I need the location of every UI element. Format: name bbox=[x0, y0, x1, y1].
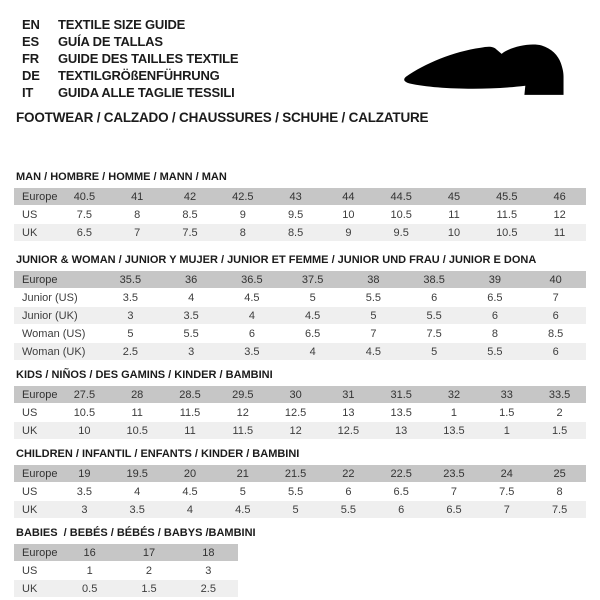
size-value: 20 bbox=[164, 465, 217, 483]
table-row-uk bbox=[14, 580, 238, 598]
size-value: 41 bbox=[111, 188, 164, 206]
size-value: 1 bbox=[480, 422, 533, 440]
size-value: 3.5 bbox=[100, 289, 161, 307]
row-label: Europe bbox=[14, 465, 58, 483]
table-row-uk bbox=[14, 422, 586, 440]
row-label: Junior (UK) bbox=[14, 307, 100, 325]
size-value: 4.5 bbox=[216, 501, 269, 519]
size-value: 5 bbox=[100, 325, 161, 343]
table-row-uk bbox=[14, 501, 586, 519]
size-table-section-kids bbox=[14, 369, 586, 440]
size-value: 8 bbox=[216, 224, 269, 242]
row-label: US bbox=[14, 206, 58, 224]
size-value: 5 bbox=[282, 289, 343, 307]
size-value: 4 bbox=[222, 307, 283, 325]
size-value: 5.5 bbox=[269, 483, 322, 501]
size-value: 1.5 bbox=[533, 422, 586, 440]
table-row-us bbox=[14, 206, 586, 224]
size-value: 10.5 bbox=[111, 422, 164, 440]
size-value: 4.5 bbox=[282, 307, 343, 325]
size-value: 6.5 bbox=[428, 501, 481, 519]
size-value: 44 bbox=[322, 188, 375, 206]
size-value: 6 bbox=[465, 307, 526, 325]
size-value: 4 bbox=[164, 501, 217, 519]
size-value: 9.5 bbox=[375, 224, 428, 242]
size-value: 30 bbox=[269, 386, 322, 404]
size-value: 19.5 bbox=[111, 465, 164, 483]
size-value: 7.5 bbox=[58, 206, 111, 224]
size-value: 16 bbox=[60, 544, 119, 562]
size-value: 12 bbox=[216, 404, 269, 422]
table-row-us bbox=[14, 404, 586, 422]
table-row-uk bbox=[14, 224, 586, 242]
size-value: 18 bbox=[179, 544, 238, 562]
size-value: 6.5 bbox=[58, 224, 111, 242]
size-value: 7.5 bbox=[404, 325, 465, 343]
size-table-section-babies bbox=[14, 527, 256, 598]
size-value: 12 bbox=[533, 206, 586, 224]
size-value: 3.5 bbox=[58, 483, 111, 501]
size-value: 7.5 bbox=[533, 501, 586, 519]
size-value: 10 bbox=[428, 224, 481, 242]
size-value: 5.5 bbox=[161, 325, 222, 343]
section-title-man: MAN / HOMBRE / HOMME / MANN / MAN bbox=[16, 171, 227, 183]
language-code: ES bbox=[22, 34, 39, 49]
section-title-children: CHILDREN / INFANTIL / ENFANTS / KINDER / BAMBINI bbox=[16, 448, 300, 460]
table-row-europe bbox=[14, 465, 586, 483]
size-value: 5.5 bbox=[404, 307, 465, 325]
row-label: UK bbox=[14, 501, 58, 519]
size-value: 7 bbox=[480, 501, 533, 519]
section-title-babies: BABIES / BEBÉS / BÉBÉS / BABYS /BAMBINI bbox=[16, 527, 256, 539]
size-table-man bbox=[14, 188, 586, 242]
size-value: 45.5 bbox=[480, 188, 533, 206]
table-row-woman-uk bbox=[14, 343, 586, 361]
size-value: 6 bbox=[404, 289, 465, 307]
table-row-woman-us bbox=[14, 325, 586, 343]
size-value: 11 bbox=[533, 224, 586, 242]
size-value: 5.5 bbox=[343, 289, 404, 307]
size-value: 7 bbox=[525, 289, 586, 307]
language-title-block bbox=[0, 16, 238, 101]
size-value: 2.5 bbox=[179, 580, 238, 598]
size-value: 1 bbox=[428, 404, 481, 422]
size-value: 11 bbox=[111, 404, 164, 422]
category-heading: FOOTWEAR / CALZADO / CHAUSSURES / SCHUHE / CALZATURE bbox=[16, 110, 429, 125]
size-value: 4.5 bbox=[343, 343, 404, 361]
size-value: 6 bbox=[525, 307, 586, 325]
size-value: 6 bbox=[525, 343, 586, 361]
row-label: Europe bbox=[14, 386, 58, 404]
size-value: 29.5 bbox=[216, 386, 269, 404]
size-value: 19 bbox=[58, 465, 111, 483]
size-value: 8 bbox=[533, 483, 586, 501]
size-value: 9 bbox=[216, 206, 269, 224]
size-value: 21 bbox=[216, 465, 269, 483]
size-value: 5 bbox=[404, 343, 465, 361]
size-value: 7.5 bbox=[480, 483, 533, 501]
section-title-kids: KIDS / NIÑOS / DES GAMINS / KINDER / BAMBINI bbox=[16, 369, 273, 381]
size-value: 17 bbox=[119, 544, 178, 562]
size-value: 44.5 bbox=[375, 188, 428, 206]
size-value: 12.5 bbox=[269, 404, 322, 422]
guide-title: TEXTILGRÖßENFÜHRUNG bbox=[58, 68, 220, 83]
size-value: 32 bbox=[428, 386, 481, 404]
size-value: 3 bbox=[161, 343, 222, 361]
guide-title: GUIDA ALLE TAGLIE TESSILI bbox=[58, 85, 235, 100]
size-value: 27.5 bbox=[58, 386, 111, 404]
size-value: 4.5 bbox=[164, 483, 217, 501]
guide-title: GUÍA DE TALLAS bbox=[58, 34, 163, 49]
size-value: 7 bbox=[111, 224, 164, 242]
size-value: 33.5 bbox=[533, 386, 586, 404]
table-row-europe bbox=[14, 271, 586, 289]
size-value: 37.5 bbox=[282, 271, 343, 289]
size-value: 36.5 bbox=[222, 271, 283, 289]
size-table-children bbox=[14, 465, 586, 519]
size-table-section-children bbox=[14, 448, 586, 519]
language-code: DE bbox=[22, 68, 40, 83]
size-table-junior-woman bbox=[14, 271, 586, 361]
size-value: 10 bbox=[58, 422, 111, 440]
guide-title: GUIDE DES TAILLES TEXTILE bbox=[58, 51, 239, 66]
language-code: EN bbox=[22, 17, 40, 32]
size-value: 5 bbox=[269, 501, 322, 519]
size-value: 11.5 bbox=[216, 422, 269, 440]
size-value: 35.5 bbox=[100, 271, 161, 289]
size-value: 7 bbox=[428, 483, 481, 501]
size-value: 39 bbox=[465, 271, 526, 289]
size-value: 8.5 bbox=[525, 325, 586, 343]
table-row-junior-uk bbox=[14, 307, 586, 325]
table-row-us bbox=[14, 562, 238, 580]
size-value: 8 bbox=[465, 325, 526, 343]
size-value: 38.5 bbox=[404, 271, 465, 289]
size-value: 13.5 bbox=[428, 422, 481, 440]
size-value: 5.5 bbox=[465, 343, 526, 361]
size-value: 10.5 bbox=[58, 404, 111, 422]
size-table-kids bbox=[14, 386, 586, 440]
size-value: 12.5 bbox=[322, 422, 375, 440]
table-row-junior-us bbox=[14, 289, 586, 307]
size-value: 42 bbox=[164, 188, 217, 206]
size-value: 1 bbox=[60, 562, 119, 580]
language-code: FR bbox=[22, 51, 39, 66]
size-value: 0.5 bbox=[60, 580, 119, 598]
size-value: 9 bbox=[322, 224, 375, 242]
size-value: 22.5 bbox=[375, 465, 428, 483]
size-value: 5.5 bbox=[322, 501, 375, 519]
row-label: Woman (US) bbox=[14, 325, 100, 343]
size-value: 38 bbox=[343, 271, 404, 289]
size-value: 42.5 bbox=[216, 188, 269, 206]
size-value: 36 bbox=[161, 271, 222, 289]
row-label: Europe bbox=[14, 271, 100, 289]
size-value: 43 bbox=[269, 188, 322, 206]
language-code: IT bbox=[22, 85, 34, 100]
size-table-section-man bbox=[14, 171, 586, 242]
row-label: US bbox=[14, 483, 58, 501]
table-row-europe bbox=[14, 188, 586, 206]
row-label: Woman (UK) bbox=[14, 343, 100, 361]
table-row-us bbox=[14, 483, 586, 501]
size-value: 2 bbox=[119, 562, 178, 580]
row-label: UK bbox=[14, 224, 58, 242]
size-value: 8 bbox=[111, 206, 164, 224]
size-value: 4 bbox=[161, 289, 222, 307]
guide-title: TEXTILE SIZE GUIDE bbox=[58, 17, 186, 32]
shoe-icon bbox=[397, 28, 579, 104]
language-row-it bbox=[0, 84, 238, 101]
language-row-en bbox=[0, 16, 238, 33]
size-value: 46 bbox=[533, 188, 586, 206]
size-value: 6 bbox=[222, 325, 283, 343]
size-value: 45 bbox=[428, 188, 481, 206]
size-value: 7 bbox=[343, 325, 404, 343]
row-label: Europe bbox=[14, 544, 60, 562]
size-value: 6.5 bbox=[465, 289, 526, 307]
size-value: 11.5 bbox=[480, 206, 533, 224]
row-label: Junior (US) bbox=[14, 289, 100, 307]
size-value: 10.5 bbox=[375, 206, 428, 224]
size-value: 3.5 bbox=[111, 501, 164, 519]
table-row-europe bbox=[14, 544, 238, 562]
size-value: 3.5 bbox=[222, 343, 283, 361]
size-value: 4 bbox=[111, 483, 164, 501]
size-value: 3.5 bbox=[161, 307, 222, 325]
size-value: 22 bbox=[322, 465, 375, 483]
size-value: 3 bbox=[58, 501, 111, 519]
size-table-babies bbox=[14, 544, 238, 598]
size-value: 28 bbox=[111, 386, 164, 404]
size-value: 6.5 bbox=[282, 325, 343, 343]
size-value: 10.5 bbox=[480, 224, 533, 242]
size-value: 5 bbox=[343, 307, 404, 325]
size-value: 13.5 bbox=[375, 404, 428, 422]
size-value: 3 bbox=[100, 307, 161, 325]
size-value: 12 bbox=[269, 422, 322, 440]
size-value: 6 bbox=[375, 501, 428, 519]
size-value: 8.5 bbox=[269, 224, 322, 242]
size-value: 11 bbox=[164, 422, 217, 440]
size-value: 31 bbox=[322, 386, 375, 404]
size-value: 2.5 bbox=[100, 343, 161, 361]
size-value: 7.5 bbox=[164, 224, 217, 242]
size-value: 10 bbox=[322, 206, 375, 224]
language-row-fr bbox=[0, 50, 238, 67]
language-row-de bbox=[0, 67, 238, 84]
size-value: 1.5 bbox=[119, 580, 178, 598]
size-value: 8.5 bbox=[164, 206, 217, 224]
table-row-europe bbox=[14, 386, 586, 404]
row-label: Europe bbox=[14, 188, 58, 206]
size-value: 21.5 bbox=[269, 465, 322, 483]
row-label: UK bbox=[14, 580, 60, 598]
size-value: 3 bbox=[179, 562, 238, 580]
size-value: 25 bbox=[533, 465, 586, 483]
size-value: 4.5 bbox=[222, 289, 283, 307]
size-value: 40.5 bbox=[58, 188, 111, 206]
size-value: 11.5 bbox=[164, 404, 217, 422]
size-value: 33 bbox=[480, 386, 533, 404]
size-value: 31.5 bbox=[375, 386, 428, 404]
size-value: 23.5 bbox=[428, 465, 481, 483]
size-value: 6.5 bbox=[375, 483, 428, 501]
row-label: US bbox=[14, 404, 58, 422]
size-value: 9.5 bbox=[269, 206, 322, 224]
size-value: 11 bbox=[428, 206, 481, 224]
size-value: 28.5 bbox=[164, 386, 217, 404]
section-title-junior-woman: JUNIOR & WOMAN / JUNIOR Y MUJER / JUNIOR ET FEMME / JUNIOR UND FRAU / JUNIOR E DONA bbox=[16, 254, 537, 266]
size-value: 24 bbox=[480, 465, 533, 483]
size-value: 5 bbox=[216, 483, 269, 501]
size-value: 4 bbox=[282, 343, 343, 361]
row-label: UK bbox=[14, 422, 58, 440]
size-value: 13 bbox=[322, 404, 375, 422]
size-value: 40 bbox=[525, 271, 586, 289]
language-row-es bbox=[0, 33, 238, 50]
size-value: 13 bbox=[375, 422, 428, 440]
size-value: 2 bbox=[533, 404, 586, 422]
row-label: US bbox=[14, 562, 60, 580]
size-table-section-junior-woman bbox=[14, 254, 586, 361]
size-value: 6 bbox=[322, 483, 375, 501]
size-value: 1.5 bbox=[480, 404, 533, 422]
